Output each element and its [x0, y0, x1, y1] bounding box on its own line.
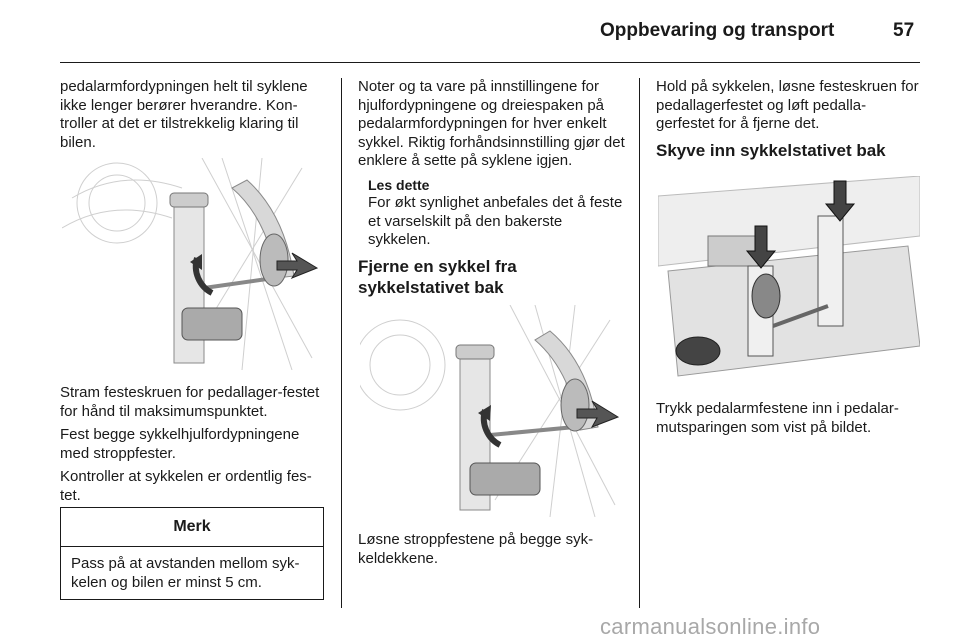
column-1 [60, 78, 328, 157]
col1-paragraph-1: pedalarmfordypningen helt til syklene ikke lenger berører hverandre. Kon-troller at det er tilstrekkelig klaring til bilen. [60, 78, 308, 151]
column-divider-2 [639, 78, 640, 608]
column-2-lower [358, 531, 626, 573]
col1-paragraph-4: Kontroller at sykkelen er ordentlig fes-tet. [60, 468, 312, 504]
col3-paragraph-2: Trykk pedalarmfestene inn i pedalar-mutsparingen som vist på bildet. [656, 400, 899, 436]
page-header-title: Oppbevaring og transport [600, 20, 835, 41]
note-box-title: Merk [61, 508, 323, 547]
column-3-lower [656, 400, 920, 442]
illustration-strap-loosen [360, 305, 622, 517]
col2-paragraph-1: Noter og ta vare på innstillingene for hjulfordypningene og dreiespaken på pedalarmfordypningen for hver enkelt sykkel. Riktig forhåndsinnstilling gjør det enklere å sette på syklene igjen. [358, 78, 625, 169]
column-2 [358, 78, 626, 304]
section-heading-remove-bicycle: Fjerne en sykkel fra sykkelstativet bak [358, 256, 517, 297]
note-box [60, 507, 324, 600]
column-3 [656, 78, 920, 167]
column-1-lower [60, 384, 328, 510]
note-box-text: Pass på at avstanden mellom syk-kelen og bilen er minst 5 cm. [71, 555, 300, 591]
section-heading-slide-in-carrier: Skyve inn sykkelstativet bak [656, 140, 886, 160]
column-divider-1 [341, 78, 342, 608]
col1-paragraph-3: Fest begge sykkelhjulfordypningene med stroppfester. [60, 426, 300, 462]
col2-paragraph-2: Løsne stroppfestene på begge syk-keldekkene. [358, 531, 594, 567]
illustration-carrier-slide-in [658, 176, 920, 386]
watermark: carmanualsonline.info [600, 614, 821, 639]
col1-paragraph-2: Stram festeskruen for pedallager-festet for hånd til maksimumspunktet. [60, 384, 320, 420]
read-this-text: For økt synlighet anbefales det å feste et varselskilt på den bakerste sykkelen. [368, 194, 623, 248]
header-rule [60, 62, 920, 63]
read-this-title: Les dette [368, 176, 430, 193]
illustration-pedal-mount-tighten [62, 158, 322, 370]
page-number: 57 [893, 20, 915, 41]
col3-paragraph-1: Hold på sykkelen, løsne festeskruen for pedallagerfestet og løft pedalla-gerfestet for å fjerne det. [656, 78, 919, 132]
